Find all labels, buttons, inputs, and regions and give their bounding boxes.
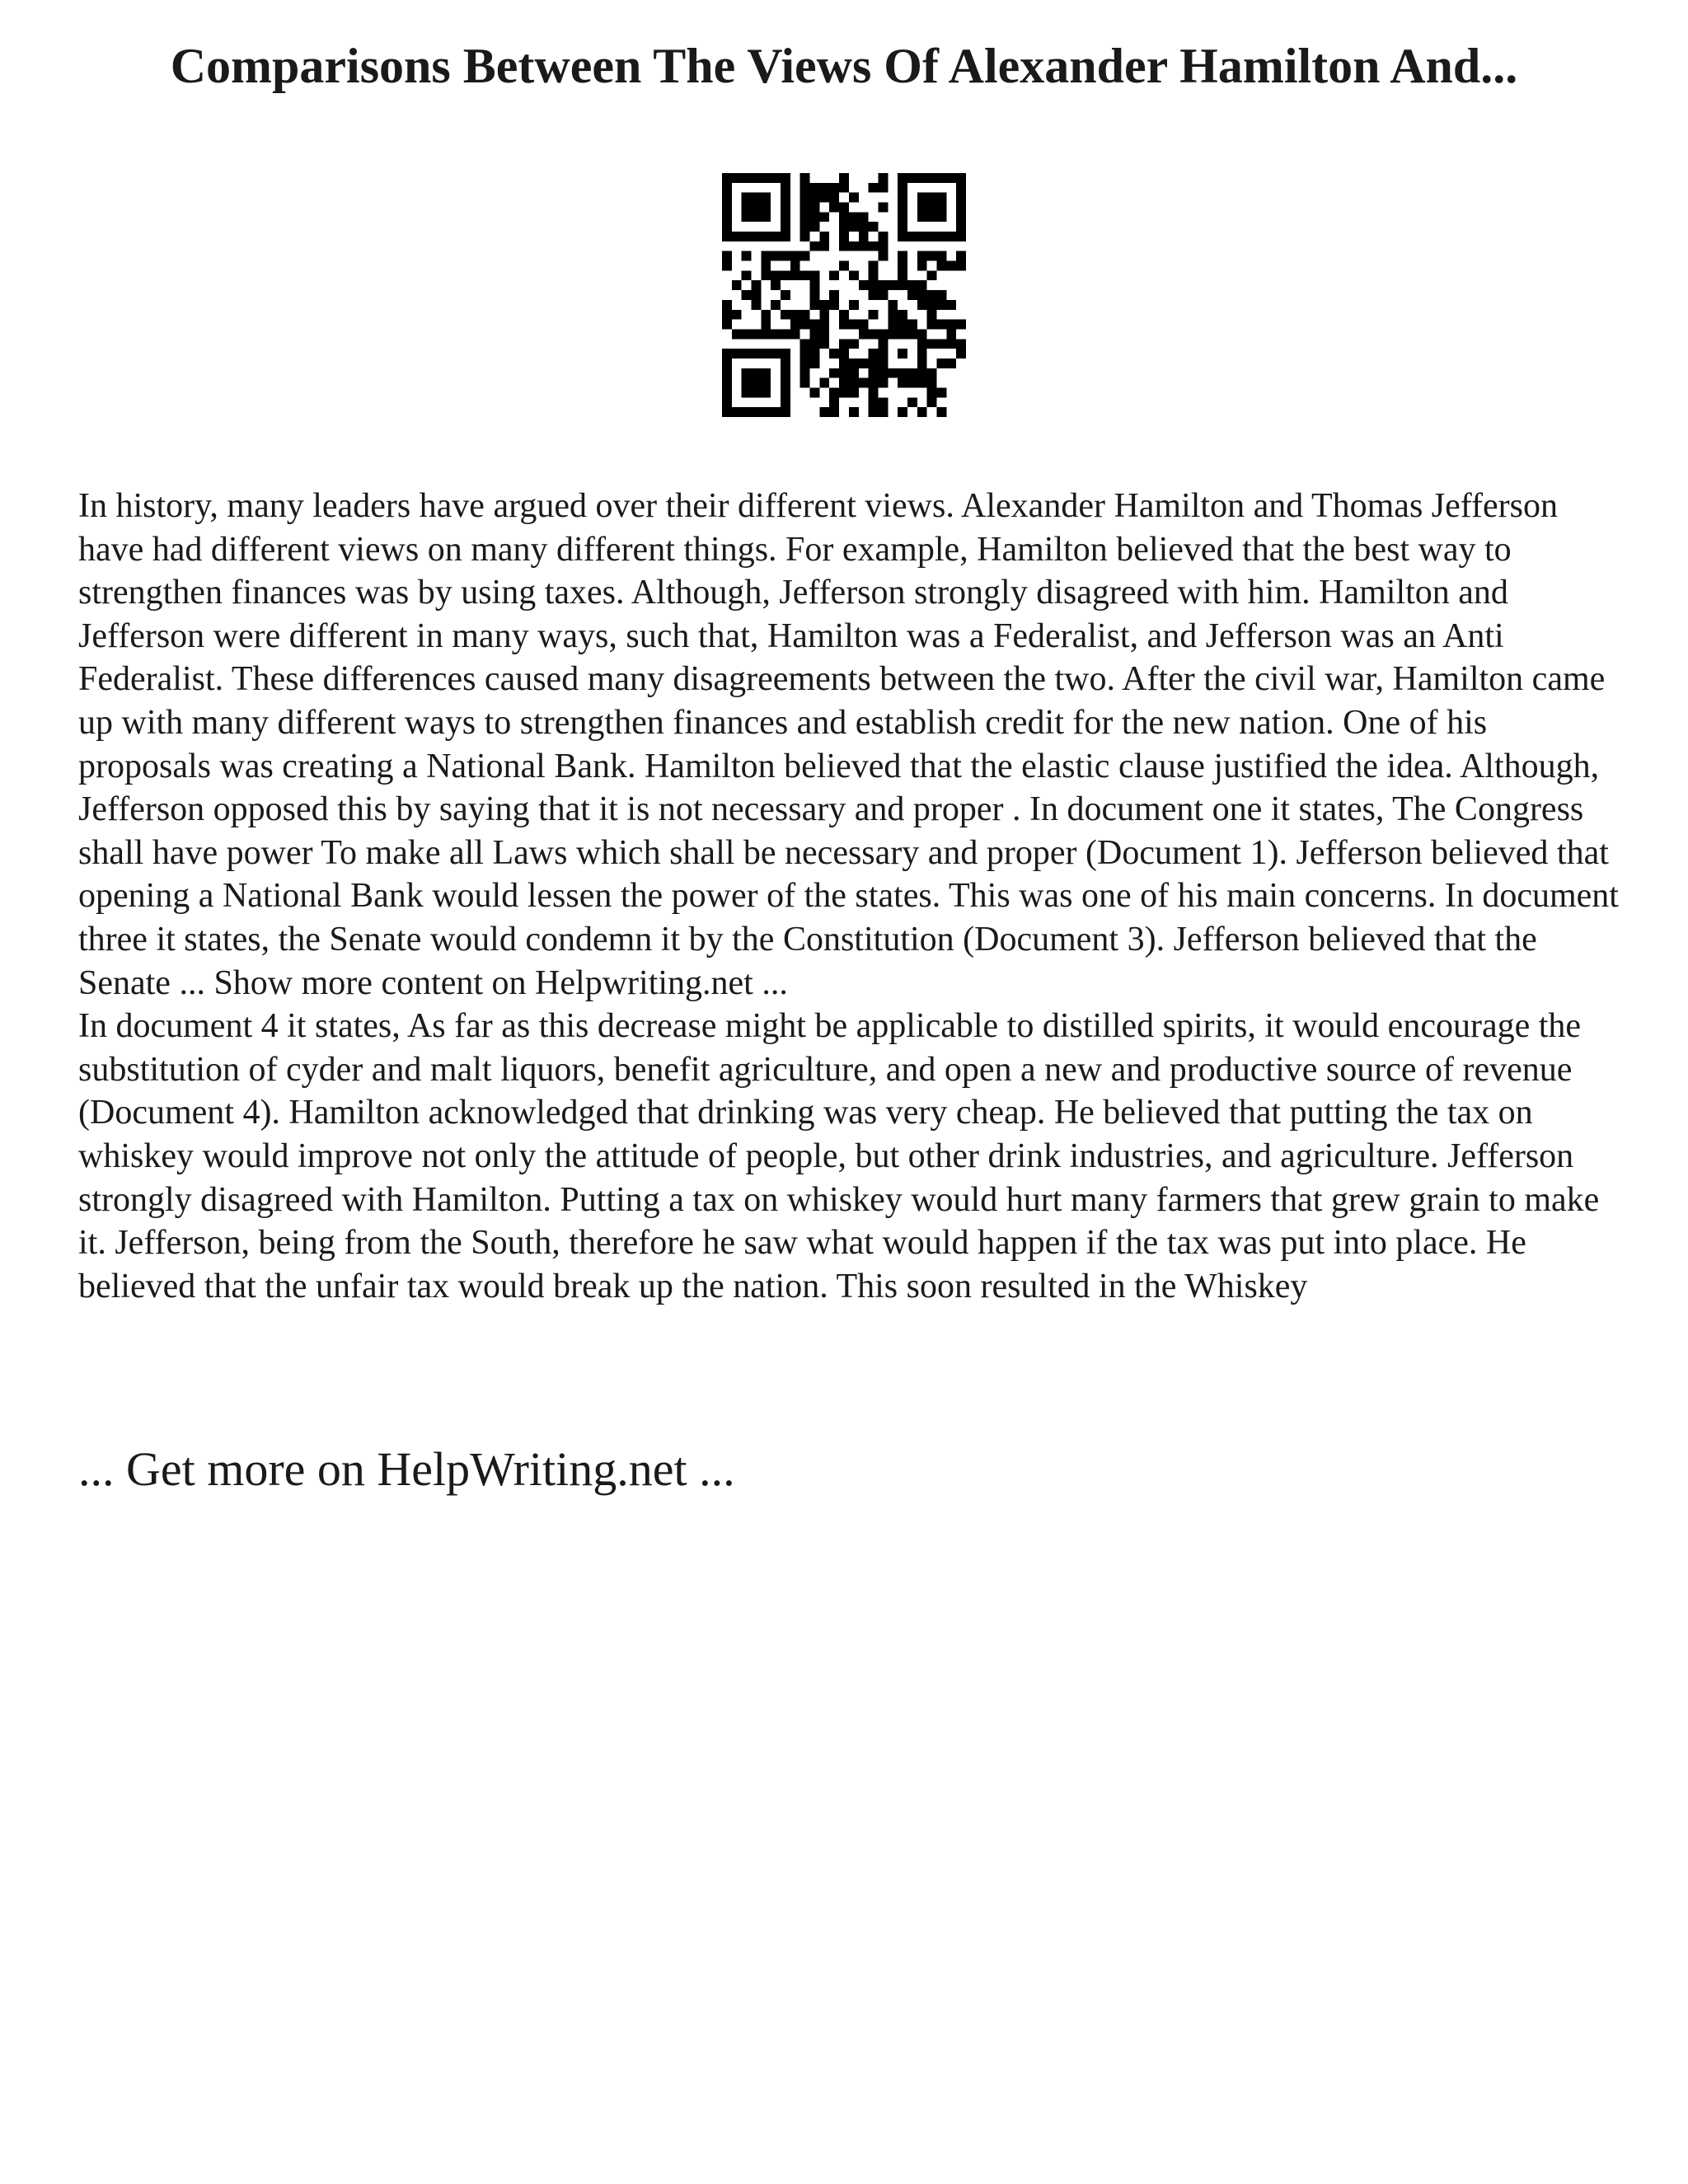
article-paragraph-1: In history, many leaders have argued over their different views. Alexander Hamilton and Thomas Jefferson have had different views on many different things. For example, Hamilton believed that the best way to strengthen finances was by using taxes. Although, Jefferson strongly disagreed with him. Hamilton and Jefferson were different in many ways, such that, Hamilton was a Federalist, and Jefferson was an Anti Federalist. These differences caused many disagreements between the two. After the civil war, Hamilton came up with many different ways to strengthen finances and establish credit for the new nation. One of his proposals was creating a National Bank. Hamilton believed that the elastic clause justified the idea. Although, Jefferson opposed this by saying that it is not necessary and proper . In document one it states, The Congress shall have power To make all Laws which shall be necessary and proper (Document 1). Jefferson believed that opening a National Bank would lessen the power of the states. This was one of his main concerns. In document three it states, the Senate would condemn it by the Constitution (Document 3). Jefferson believed that the Senate ... Show more content on Helpwriting.net ... [78, 487, 1619, 1002]
qr-code[interactable] [722, 173, 966, 417]
document-title: Comparisons Between The Views Of Alexander Hamilton And... [170, 39, 1518, 93]
qr-code-icon [722, 173, 966, 417]
article-body [78, 485, 1620, 1308]
get-more-link[interactable]: ... Get more on HelpWriting.net ... [78, 1442, 735, 1496]
article-paragraph-2: In document 4 it states, As far as this decrease might be applicable to distilled spirits, it would encourage the substitution of cyder and malt liquors, benefit agriculture, and open a new and productive source of revenue (Document 4). Hamilton acknowledged that drinking was very cheap. He believed that putting the tax on whiskey would improve not only the attitude of people, but other drink industries, and agriculture. Jefferson strongly disagreed with Hamilton. Putting a tax on whiskey would hurt many farmers that grew grain to make it. Jefferson, being from the South, therefore he saw what would happen if the tax was put into place. He believed that the unfair tax would break up the nation. This soon resulted in the Whiskey [78, 1007, 1600, 1305]
